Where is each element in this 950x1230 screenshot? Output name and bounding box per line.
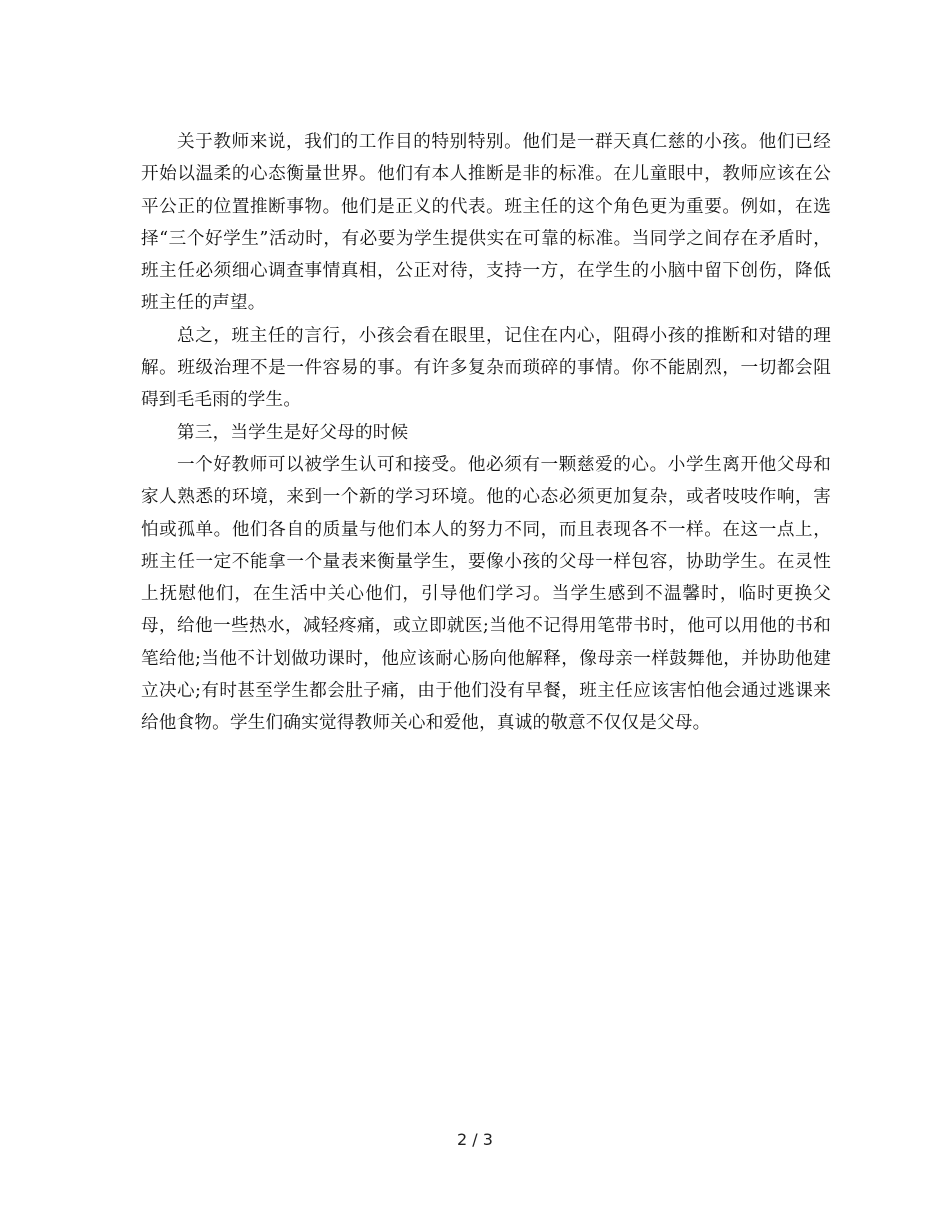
- paragraph-teacher-role: 关于教师来说，我们的工作目的特别特别。他们是一群天真仁慈的小孩。他们已经开始以温柔的心态衡量世界。他们有本人推断是非的标准。在儿童眼中，教师应该在公平公正的位置推断事物。他们是正义的代表。班主任的这个角色更为重要。例如，在选择“三个好学生”活动时，有必要为学生提供实在可靠的标准。当同学之间存在矛盾时，班主任必须细心调查事情真相，公正对待，支持一方，在学生的小脑中留下创伤，降低班主任的声望。: [141, 132, 831, 314]
- paragraph-summary: 总之，班主任的言行，小孩会看在眼里，记住在内心，阻碍小孩的推断和对错的理解。班级治理不是一件容易的事。有许多复杂而琐碎的事情。你不能剧烈，一切都会阻碍到毛毛雨的学生。: [141, 325, 831, 411]
- document-body: [141, 126, 831, 740]
- paragraph-good-parents: 一个好教师可以被学生认可和接受。他必须有一颗慈爱的心。小学生离开他父母和家人熟悉的环境，来到一个新的学习环境。他的心态必须更加复杂，或者吱吱作响，害怕或孤单。他们各自的质量与他们本人的努力不同，而且表现各不一样。在这一点上，班主任一定不能拿一个量表来衡量学生，要像小孩的父母一样包容，协助学生。在灵性上抚慰他们，在生活中关心他们，引导他们学习。当学生感到不温馨时，临时更换父母，给他一些热水，减轻疼痛，或立即就医;当他不记得用笔带书时，他可以用他的书和笔给他;当他不计划做功课时，他应该耐心肠向他解释，像母亲一样鼓舞他，并协助他建立决心;有时甚至学生都会肚子痛，由于他们没有早餐，班主任应该害怕他会通过逃课来给他食物。学生们确实觉得教师关心和爱他，真诚的敬意不仅仅是父母。: [141, 454, 831, 734]
- page-number: 2 / 3: [457, 1130, 493, 1149]
- section-heading: 第三，当学生是好父母的时候: [177, 422, 409, 443]
